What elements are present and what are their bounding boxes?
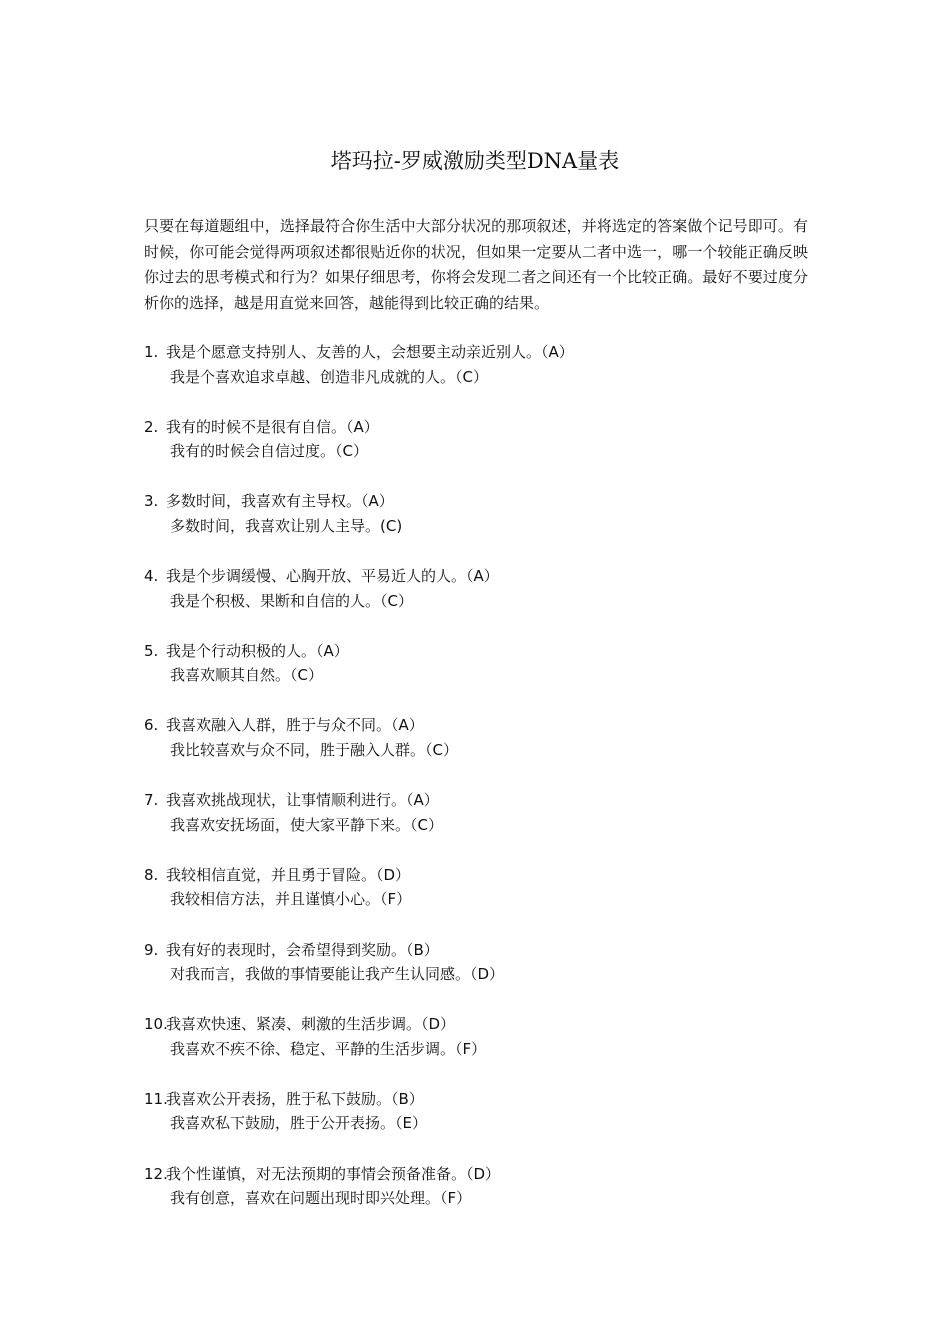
option-b-text: 我是个积极、果断和自信的人。（C） bbox=[170, 591, 413, 610]
question-option-b bbox=[144, 663, 844, 688]
question-option-a bbox=[144, 713, 844, 738]
option-b-text: 我比较喜欢与众不同，胜于融入人群。（C） bbox=[170, 740, 458, 759]
question-option-a bbox=[144, 863, 844, 888]
question-item bbox=[144, 1087, 844, 1162]
question-option-a bbox=[144, 1087, 844, 1112]
option-b-text: 我较相信方法，并且谨慎小心。（F） bbox=[170, 890, 412, 909]
question-number: 10. bbox=[144, 1015, 168, 1034]
option-a-text: 多数时间，我喜欢有主导权。（A） bbox=[166, 492, 394, 511]
option-a-text: 我个性谨慎，对无法预期的事情会预备准备。（D） bbox=[166, 1164, 501, 1183]
question-option-b bbox=[144, 589, 844, 614]
question-option-a bbox=[144, 1162, 844, 1187]
question-number: 7. bbox=[144, 791, 159, 810]
option-a-text: 我喜欢挑战现状，让事情顺利进行。（A） bbox=[166, 791, 439, 810]
question-option-b bbox=[144, 1037, 844, 1062]
question-option-b bbox=[144, 514, 844, 539]
option-b-text: 对我而言，我做的事情要能让我产生认同感。（D） bbox=[170, 965, 505, 983]
option-b-text: 我是个喜欢追求卓越、创造非凡成就的人。（C） bbox=[170, 367, 488, 386]
option-b-text: 我喜欢安抚场面，使大家平静下来。（C） bbox=[170, 815, 443, 834]
option-b-text: 我有创意，喜欢在问题出现时即兴处理。（F） bbox=[170, 1189, 472, 1208]
question-number: 5. bbox=[144, 641, 159, 660]
question-item bbox=[144, 1162, 844, 1237]
question-item bbox=[144, 564, 844, 639]
question-option-b bbox=[144, 439, 844, 464]
question-option-b bbox=[144, 365, 844, 390]
question-number: 9. bbox=[144, 940, 159, 959]
option-a-text: 我是个行动积极的人。（A） bbox=[166, 641, 349, 660]
question-option-b bbox=[144, 887, 844, 912]
option-a-text: 我有的时候不是很有自信。（A） bbox=[166, 417, 379, 436]
question-item bbox=[144, 340, 844, 415]
question-option-a bbox=[144, 340, 844, 365]
question-option-a bbox=[144, 788, 844, 813]
question-item bbox=[144, 489, 844, 564]
question-number: 2. bbox=[144, 417, 159, 436]
question-item bbox=[144, 415, 844, 490]
question-list bbox=[144, 340, 844, 1236]
question-option-b bbox=[144, 813, 844, 838]
option-b-text: 多数时间，我喜欢让别人主导。(C) bbox=[170, 516, 403, 535]
option-b-text: 我喜欢顺其自然。（C） bbox=[170, 666, 323, 685]
question-number: 3. bbox=[144, 492, 159, 511]
question-option-b bbox=[144, 962, 844, 987]
question-option-b bbox=[144, 1186, 844, 1211]
question-number: 8. bbox=[144, 865, 159, 884]
intro-paragraph: 只要在每道题组中，选择最符合你生活中大部分状况的那项叙述，并将选定的答案做个记号即可。有时候，你可能会觉得两项叙述都很贴近你的状况，但如果一定要从二者中选一，哪一个较能正确反映你过去的思考模式和行为？如果仔细思考，你将会发现二者之间还有一个比较正确。最好不要过度分析你的选择，越是用直觉来回答，越能得到比较正确的结果。 bbox=[144, 217, 808, 312]
question-option-a bbox=[144, 1012, 844, 1037]
question-item bbox=[144, 639, 844, 714]
question-option-a bbox=[144, 938, 844, 963]
question-option-a bbox=[144, 415, 844, 440]
option-a-text: 我是个步调缓慢、心胸开放、平易近人的人。（A） bbox=[166, 567, 499, 586]
option-a-text: 我喜欢融入人群，胜于与众不同。（A） bbox=[166, 716, 424, 735]
option-a-text: 我是个愿意支持别人、友善的人，会想要主动亲近别人。（A） bbox=[166, 343, 574, 361]
option-a-text: 我较相信直觉，并且勇于冒险。（D） bbox=[166, 865, 411, 884]
question-number: 12. bbox=[144, 1164, 168, 1183]
question-item bbox=[144, 788, 844, 863]
question-item bbox=[144, 1012, 844, 1087]
option-b-text: 我喜欢不疾不徐、稳定、平静的生活步调。（F） bbox=[170, 1039, 487, 1058]
question-number: 6. bbox=[144, 716, 159, 735]
question-option-a bbox=[144, 564, 844, 589]
question-option-b bbox=[144, 738, 844, 763]
question-item bbox=[144, 713, 844, 788]
option-b-text: 我喜欢私下鼓励，胜于公开表扬。（E） bbox=[170, 1114, 427, 1133]
option-a-text: 我喜欢快速、紧凑、刺激的生活步调。（D） bbox=[166, 1015, 456, 1034]
question-number: 4. bbox=[144, 567, 159, 586]
option-a-text: 我喜欢公开表扬，胜于私下鼓励。（B） bbox=[166, 1089, 424, 1108]
question-option-b bbox=[144, 1111, 844, 1136]
question-number: 1. bbox=[144, 343, 159, 361]
question-number: 11. bbox=[144, 1089, 168, 1108]
question-item bbox=[144, 938, 844, 1013]
question-option-a bbox=[144, 639, 844, 664]
document-title: 塔玛拉-罗威激励类型DNA量表 bbox=[330, 149, 620, 173]
option-a-text: 我有好的表现时，会希望得到奖励。（B） bbox=[166, 940, 439, 959]
question-item bbox=[144, 863, 844, 938]
question-option-a bbox=[144, 489, 844, 514]
option-b-text: 我有的时候会自信过度。（C） bbox=[170, 442, 368, 461]
